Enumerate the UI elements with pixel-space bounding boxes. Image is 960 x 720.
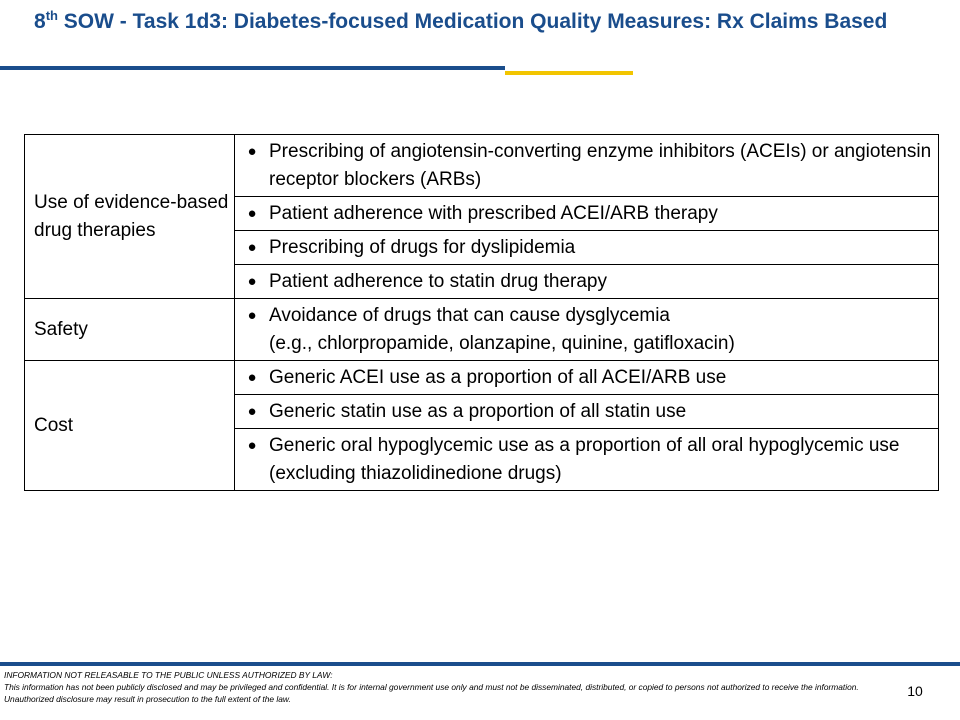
bullet-icon: ● bbox=[247, 403, 257, 420]
measure-text: Generic oral hypoglycemic use as a proportion of all oral hypoglycemic use (excluding thiazolidinedione drugs) bbox=[269, 435, 900, 484]
measure-cell bbox=[235, 135, 939, 197]
list-item bbox=[235, 234, 934, 262]
confidentiality-body: This information has not been publicly disclosed and may be privileged and confidential. It is for internal government use only and must not be disseminated, distributed, or copied to persons not authorized to receive the information. Unauthorized disclosure may result in prosecution to the full extent of the law. bbox=[4, 682, 859, 704]
list-item bbox=[235, 200, 934, 228]
bullet-icon: ● bbox=[247, 273, 257, 290]
category-cell-cost: Cost bbox=[25, 361, 235, 491]
bullet-icon: ● bbox=[247, 307, 257, 324]
category-cell-safety: Safety bbox=[25, 299, 235, 361]
measure-text: Patient adherence with prescribed ACEI/ARB therapy bbox=[269, 203, 718, 224]
page-number: 10 bbox=[907, 683, 923, 699]
category-cell-evidence-based: Use of evidence-based drug therapies bbox=[25, 135, 235, 299]
measure-cell bbox=[235, 299, 939, 361]
measure-cell bbox=[235, 429, 939, 491]
list-item bbox=[235, 398, 934, 426]
table-row bbox=[25, 135, 939, 197]
measure-text: Prescribing of angiotensin-converting enzyme inhibitors (ACEIs) or angiotensin receptor blockers (ARBs) bbox=[269, 141, 932, 190]
list-item bbox=[235, 364, 934, 392]
measure-cell bbox=[235, 361, 939, 395]
list-item bbox=[235, 138, 934, 194]
table-row bbox=[25, 299, 939, 361]
footer-divider bbox=[0, 662, 960, 666]
quality-measures-table bbox=[24, 134, 939, 491]
bullet-icon: ● bbox=[247, 369, 257, 386]
measure-text: Patient adherence to statin drug therapy bbox=[269, 271, 608, 292]
measure-text: Avoidance of drugs that can cause dysglycemia bbox=[269, 305, 670, 326]
measure-text: Generic ACEI use as a proportion of all ACEI/ARB use bbox=[269, 367, 727, 388]
title-superscript: th bbox=[45, 8, 58, 23]
measure-text: Prescribing of drugs for dyslipidemia bbox=[269, 237, 576, 258]
bullet-icon: ● bbox=[247, 205, 257, 222]
bullet-icon: ● bbox=[247, 239, 257, 256]
list-item bbox=[235, 302, 934, 330]
title-prefix: 8 bbox=[34, 10, 46, 33]
list-item bbox=[235, 268, 934, 296]
title-underline-blue bbox=[0, 66, 505, 70]
title-underline-gold bbox=[505, 71, 633, 75]
confidentiality-heading: INFORMATION NOT RELEASABLE TO THE PUBLIC UNLESS AUTHORIZED BY LAW: bbox=[4, 670, 333, 680]
title-text: SOW - Task 1d3: Diabetes-focused Medication Quality Measures: Rx Claims Based bbox=[57, 10, 888, 33]
bullet-icon: ● bbox=[247, 143, 257, 160]
measure-cell bbox=[235, 197, 939, 231]
bullet-icon: ● bbox=[247, 437, 257, 454]
list-item bbox=[235, 432, 934, 488]
confidentiality-notice bbox=[4, 669, 864, 705]
measure-cell bbox=[235, 231, 939, 265]
measure-text: Generic statin use as a proportion of all statin use bbox=[269, 401, 687, 422]
measure-cell bbox=[235, 265, 939, 299]
measure-continuation-text: (e.g., chlorpropamide, olanzapine, quinine, gatifloxacin) bbox=[269, 333, 735, 354]
measure-cell bbox=[235, 395, 939, 429]
table-row bbox=[25, 361, 939, 395]
page-title bbox=[34, 8, 954, 35]
